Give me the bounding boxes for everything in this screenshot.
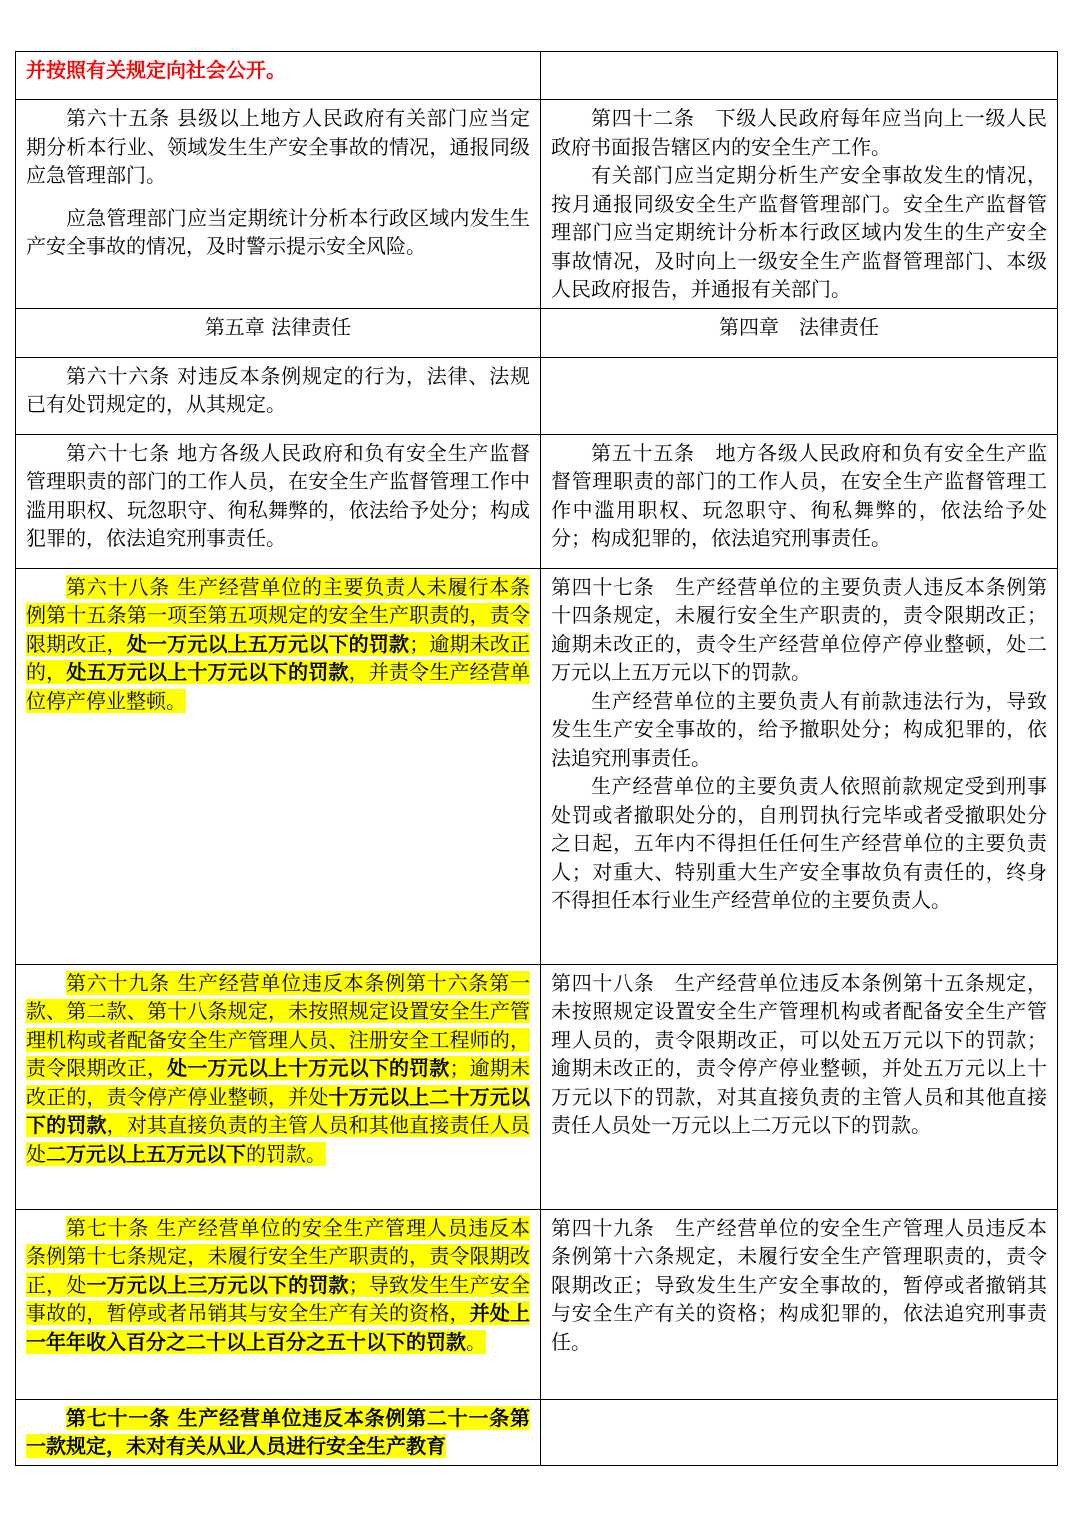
bold-fine-text: 处一万元以上五万元以下的罚款	[126, 631, 410, 656]
article-42-paragraph: 有关部门应当定期分析生产安全事故发生的情况，按月通报同级安全生产监督管理部门。安全生产监督管理部门应当定期统计分析本行政区域内发生的生产安全事故情况，及时向上一级安全生产监督管理部门、本级人民政府报告，并通报有关部门。	[551, 163, 1047, 301]
article-65-paragraph: 应急管理部门应当定期统计分析本行政区域内发生生产安全事故的情况，及时警示提示安全风险。	[26, 205, 530, 258]
chapter-heading: 第四章 法律责任	[719, 314, 879, 339]
table-row	[16, 308, 1058, 357]
article-48-paragraph: 第四十八条 生产经营单位违反本条例第十五条规定，未按照规定设置安全生产管理机构或者配备安全生产管理人员的，责令限期改正，可以处五万元以下的罚款；逾期未改正的，责令停产停业整顿，并处五万元以上十万元以下的罚款，对其直接负责的主管人员和其他直接责任人员处一万元以上二万元以下的罚款。	[551, 970, 1047, 1137]
table-row	[16, 1399, 1058, 1465]
article-66-paragraph: 第六十六条 对违反本条例规定的行为，法律、法规已有处罚规定的，从其规定。	[26, 363, 530, 416]
bold-fine-text: 并处上一年年收入百分之二十以上百分之五十以下的罚款	[26, 1301, 531, 1354]
old-regulation-cell	[541, 568, 1058, 964]
old-regulation-cell	[541, 434, 1058, 568]
table-row	[16, 434, 1058, 568]
bold-fine-text: 二万元以上五万元以下	[46, 1141, 246, 1166]
highlighted-text: 。	[466, 1329, 486, 1354]
highlighted-text: ；逾期未改正的，	[26, 631, 531, 684]
old-regulation-cell	[541, 357, 1058, 434]
new-regulation-cell	[16, 1399, 541, 1465]
new-regulation-cell	[16, 52, 541, 100]
highlighted-text: ；逾期未改正的，责令停产停业整顿，并处	[26, 1056, 531, 1109]
bold-fine-text: 处五万元以上十万元以下的罚款	[66, 660, 349, 684]
old-regulation-cell	[541, 964, 1058, 1209]
highlighted-text: 的罚款。	[246, 1141, 326, 1166]
highlighted-text: ，并责令生产经营单位停产停业整顿。	[26, 660, 531, 713]
new-regulation-cell	[16, 568, 541, 964]
article-68-paragraph	[26, 573, 530, 716]
article-49-paragraph: 第四十九条 生产经营单位的安全生产管理人员违反本条例第十六条规定，未履行安全生产管理职责的，责令限期改正；导致发生生产安全事故的，暂停或者撤销其与安全生产有关的资格；构成犯罪的，依法追究刑事责任。	[551, 1215, 1047, 1354]
article-55-paragraph: 第五十五条 地方各级人民政府和负有安全生产监督管理职责的部门的工作人员，在安全生产监督管理工作中滥用职权、玩忽职守、徇私舞弊的，依法给予处分；构成犯罪的，依法追究刑事责任。	[551, 440, 1047, 550]
highlighted-text: 第七十条 生产经营单位的安全生产管理人员违反本条例第十七条规定，未履行安全生产职责的，责令限期改正，处	[26, 1215, 530, 1297]
article-67-paragraph: 第六十七条 地方各级人民政府和负有安全生产监督管理职责的部门的工作人员，在安全生产监督管理工作中滥用职权、玩忽职守、徇私舞弊的，依法给予处分；构成犯罪的，依法追究刑事责任。	[26, 440, 530, 550]
new-chapter-heading-cell	[16, 308, 541, 357]
table-row	[16, 1209, 1058, 1399]
bold-highlighted-text: 第七十一条 生产经营单位违反本条例第二十一条第一款规定，未对有关从业人员进行安全生产教育	[26, 1405, 530, 1458]
article-47-paragraph: 生产经营单位的主要负责人有前款违法行为，导致发生生产安全事故的，给予撤职处分；构成犯罪的，依法追究刑事责任。	[551, 688, 1047, 770]
highlighted-text: 第六十八条 生产经营单位的主要负责人未履行本条例第十五条第一项至第五项规定的安全生产职责的，责令限期改正，	[26, 574, 530, 656]
article-42-paragraph: 第四十二条 下级人民政府每年应当向上一级人民政府书面报告辖区内的安全生产工作。	[551, 106, 1047, 159]
new-regulation-cell	[16, 964, 541, 1209]
new-regulation-cell	[16, 357, 541, 434]
old-regulation-cell	[541, 100, 1058, 309]
article-65-paragraph: 第六十五条 县级以上地方人民政府有关部门应当定期分析本行业、领域发生生产安全事故的情况，通报同级应急管理部门。	[26, 106, 530, 187]
new-regulation-cell	[16, 434, 541, 568]
highlighted-text: ，对其直接负责的主管人员和其他直接责任人员处	[26, 1113, 531, 1166]
bold-fine-text: 十万元以上二十万元以下的罚款	[26, 1084, 530, 1137]
chapter-heading: 第五章 法律责任	[204, 314, 352, 339]
table-row	[16, 964, 1058, 1209]
table-row	[16, 357, 1058, 434]
old-chapter-heading-cell	[541, 308, 1058, 357]
old-regulation-cell	[541, 52, 1058, 100]
article-71-paragraph	[26, 1404, 530, 1461]
article-69-paragraph	[26, 969, 530, 1169]
table-row	[16, 100, 1058, 309]
table-row	[16, 52, 1058, 100]
article-47-paragraph: 生产经营单位的主要负责人依照前款规定受到刑事处罚或者撤职处分的，自刑罚执行完毕或者受撤职处分之日起，五年内不得担任任何生产经营单位的主要负责人；对重大、特别重大生产安全事故负有责任的，终身不得担任本行业生产经营单位的主要负责人。	[551, 774, 1047, 912]
highlighted-text: 第六十九条 生产经营单位违反本条例第十六条第一款、第二款、第十八条规定，未按照规定设置安全生产管理机构或者配备安全生产管理人员、注册安全工程师的，责令限期改正，	[26, 970, 530, 1080]
highlighted-text: ；导致发生生产安全事故的，暂停或者吊销其与安全生产有关的资格，	[26, 1272, 531, 1325]
publicity-clause-text: 并按照有关规定向社会公开。	[26, 58, 286, 82]
table-row	[16, 568, 1058, 964]
comparison-table	[15, 51, 1058, 1466]
bold-fine-text: 一万元以上三万元以下的罚款	[86, 1272, 349, 1297]
old-regulation-cell	[541, 1209, 1058, 1399]
article-70-paragraph	[26, 1214, 530, 1357]
old-regulation-cell	[541, 1399, 1058, 1465]
bold-fine-text: 处一万元以上十万元以下的罚款	[167, 1056, 450, 1080]
article-47-paragraph: 第四十七条 生产经营单位的主要负责人违反本条例第十四条规定，未履行安全生产职责的，责令限期改正；逾期未改正的，责令生产经营单位停产停业整顿，处二万元以上五万元以下的罚款。	[551, 574, 1047, 684]
new-regulation-cell	[16, 100, 541, 309]
new-regulation-cell	[16, 1209, 541, 1399]
